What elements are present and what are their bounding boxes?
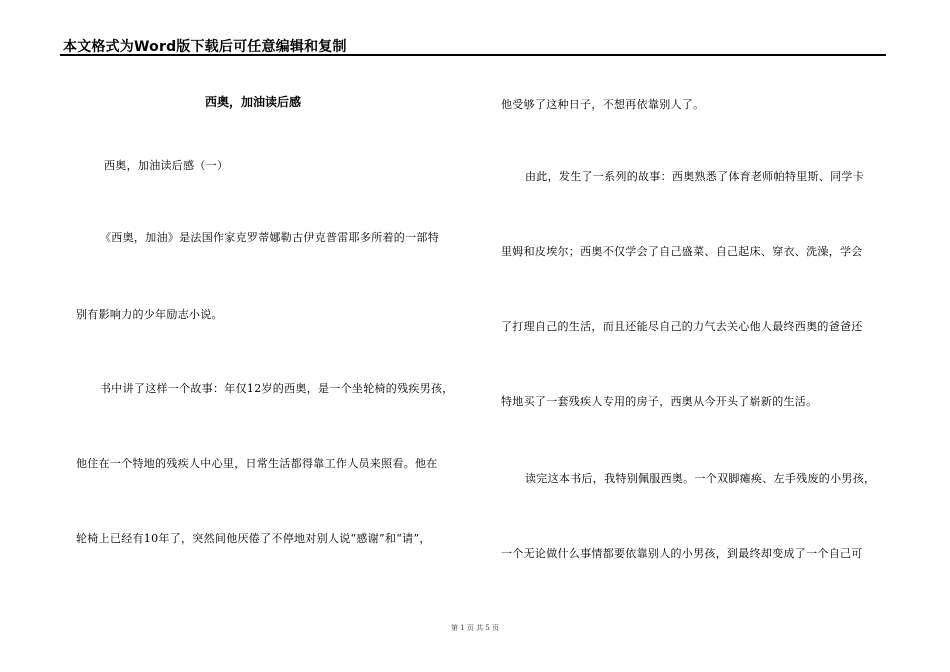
- paragraph-line: 轮椅上已经有10年了，突然间他厌倦了不停地对别人说“感谢”和“请”，: [76, 532, 431, 545]
- paragraph-line: 一个无论做什么事情都要依靠别人的小男孩，到最终却变成了一个自己可: [501, 547, 863, 560]
- paragraph-line: 里姆和皮埃尔；西奥不仅学会了自己盛菜、自己起床、穿衣、洗澡，学会: [501, 245, 863, 258]
- header-divider: [60, 54, 886, 56]
- paragraph-line: 他住在一个特地的残疾人中心里，日常生活都得靠工作人员来照看。他在: [76, 457, 438, 470]
- header-banner: 本文格式为Word版下载后可任意编辑和复制: [63, 39, 347, 55]
- document-title: 西奥，加油读后感: [205, 95, 302, 109]
- paragraph-line: 书中讲了这样一个故事：年仅12岁的西奥，是一个坐轮椅的残疾男孩，: [100, 382, 454, 395]
- paragraph-line: 读完这本书后，我特别佩服西奥。一个双脚瘫痪、左手残废的小男孩，: [525, 472, 876, 485]
- page-indicator: 第 1 页 共 5 页: [450, 624, 500, 632]
- paragraph-line: 他受够了这种日子，不想再依靠别人了。: [501, 98, 705, 111]
- paragraph-line: 西奥，加油读后感（一）: [104, 159, 229, 172]
- paragraph-line: 了打理自己的生活，而且还能尽自己的力气去关心他人最终西奥的爸爸还: [501, 320, 863, 333]
- paragraph-line: 《西奥，加油》是法国作家克罗蒂娜勒古伊克普雷耶多所着的一部特: [100, 231, 439, 244]
- paragraph-line: 特地买了一套残疾人专用的房子，西奥从今开头了崭新的生活。: [501, 395, 818, 408]
- paragraph-line: 由此，发生了一系列的故事：西奥熟悉了体育老师帕特里斯、同学卡: [525, 170, 864, 183]
- paragraph-line: 别有影响力的少年励志小说。: [76, 308, 223, 321]
